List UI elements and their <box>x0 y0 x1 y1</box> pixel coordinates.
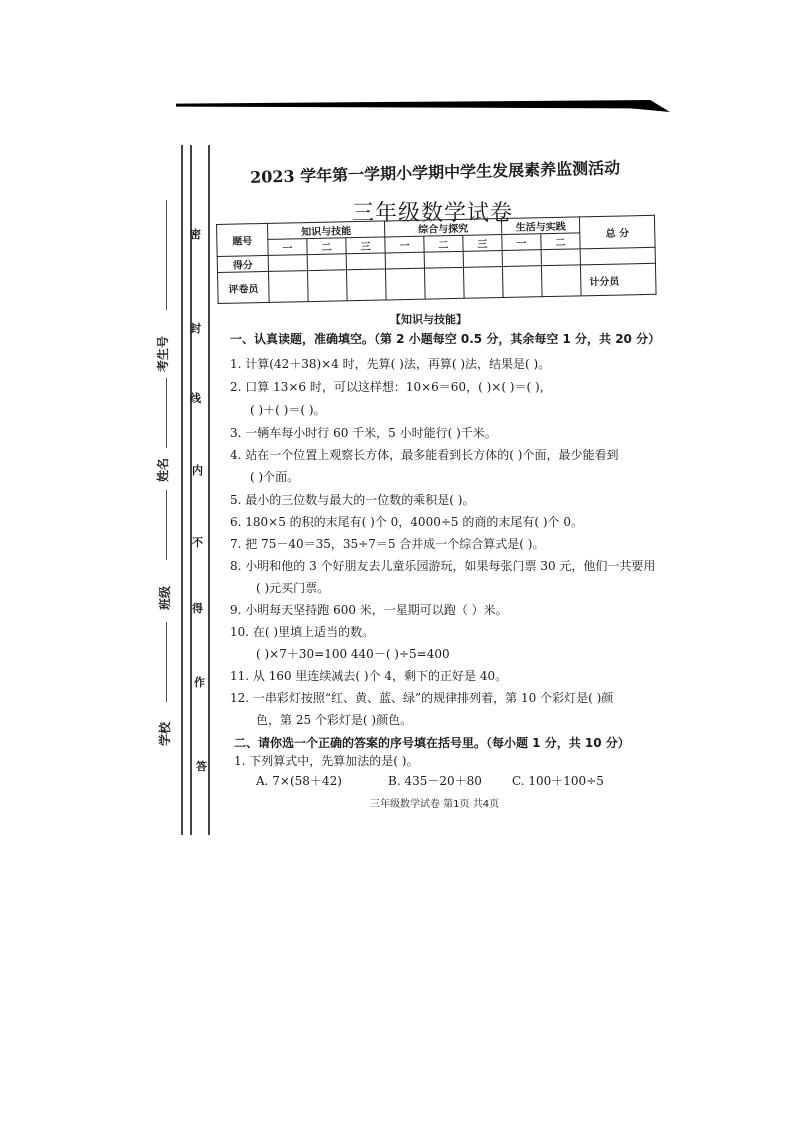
page-footer: 三年级数学试卷 第1页 共4页 <box>370 799 500 810</box>
table-group-header: 知识与技能 <box>267 221 384 239</box>
table-row-label: 题号 <box>217 223 269 256</box>
score-table <box>216 215 657 304</box>
table-col-header: 二 <box>541 233 580 250</box>
table-group-header: 综合与探究 <box>384 219 501 237</box>
grader-cell[interactable] <box>502 266 542 298</box>
question-line: 10. 在( )里填上适当的数。 <box>230 625 375 639</box>
question-line: 1. 下列算式中，先算加法的是( )。 <box>234 754 419 768</box>
score-cell[interactable] <box>307 254 346 271</box>
margin-char: 答 <box>196 760 207 773</box>
table-col-header: 二 <box>307 238 346 255</box>
grader-cell[interactable] <box>541 265 581 297</box>
grader-cell[interactable] <box>269 271 309 303</box>
score-cell[interactable] <box>502 250 541 267</box>
table-col-header: 一 <box>502 234 541 251</box>
question-line: ( )×7＋30=100 440－( )÷5=400 <box>256 647 450 661</box>
total-score-cell[interactable] <box>580 247 655 265</box>
table-col-header: 二 <box>424 235 463 252</box>
question-line: 色，第 25 个彩灯是( )颜色。 <box>256 713 413 727</box>
question-line: 8. 小明和他的 3 个好朋友去儿童乐园游玩，如果每张门票 30 元，他们一共要用 <box>230 559 656 573</box>
scan-top-shadow <box>176 100 670 112</box>
margin-char: 得 <box>192 602 203 615</box>
question-line: 4. 站在一个位置上观察长方体，最多能看到长方体的( )个面，最少能看到 <box>230 448 619 462</box>
question-line: 1. 计算(42＋38)×4 时，先算( )法，再算( )法，结果是( )。 <box>230 357 551 371</box>
question-line: 12. 一串彩灯按照“红、黄、蓝、绿”的规律排列着，第 10 个彩灯是( )颜 <box>230 691 614 705</box>
question-line: ( )个面。 <box>250 470 300 484</box>
score-cell[interactable] <box>541 249 580 266</box>
table-col-header: 一 <box>268 239 307 256</box>
grader-cell[interactable] <box>307 270 347 302</box>
exam-number-write-line[interactable] <box>166 200 167 310</box>
school-write-line[interactable] <box>166 622 167 702</box>
table-row-label: 评卷员 <box>218 271 270 303</box>
binding-line-mid <box>190 145 192 835</box>
school-label: 学校 <box>158 721 172 746</box>
table-row-label: 得分 <box>217 255 268 272</box>
binding-line-inner <box>208 145 210 835</box>
grader-cell[interactable] <box>346 269 386 301</box>
part2-heading: 二、请你选一个正确的答案的序号填在括号里。（每小题 1 分，共 10 分） <box>234 736 630 750</box>
question-line: ( )元买门票。 <box>256 581 330 595</box>
table-col-header: 三 <box>463 235 502 252</box>
question-line: 6. 180×5 的积的末尾有( )个 0，4000÷5 的商的末尾有( )个 0。 <box>230 515 583 529</box>
grader-cell[interactable] <box>385 268 425 300</box>
exam-subtitle: 三年级数学试卷 <box>352 201 514 226</box>
exam-number-label: 考生号 <box>156 335 170 372</box>
question-line: ( )＋( )＝( )。 <box>250 403 326 417</box>
margin-char: 封 <box>190 322 201 335</box>
score-cell[interactable] <box>424 251 463 268</box>
score-cell[interactable] <box>463 251 502 268</box>
option-c: C. 100＋100÷5 <box>512 774 604 788</box>
margin-char: 内 <box>192 464 203 477</box>
exam-title: 2023 学年第一学期小学期中学生发展素养监测活动 <box>249 158 621 187</box>
question-line: 9. 小明每天坚持跑 600 米，一星期可以跑（ ）米。 <box>230 603 508 617</box>
grader-cell[interactable] <box>424 267 464 299</box>
margin-char: 线 <box>190 392 201 405</box>
table-col-header: 三 <box>346 237 385 254</box>
question-line: 11. 从 160 里连续减去( )个 4，剩下的正好是 40。 <box>230 669 508 683</box>
class-label: 班级 <box>158 585 172 610</box>
total-score-header: 总 分 <box>579 215 655 249</box>
question-line: 2. 口算 13×6 时，可以这样想：10×6＝60，( )×( )＝( )， <box>230 380 552 394</box>
binding-line-outer <box>181 145 183 835</box>
section-label: 【知识与技能】 <box>390 313 467 326</box>
name-write-line[interactable] <box>166 378 167 448</box>
margin-char: 不 <box>192 536 203 549</box>
question-line: 5. 最小的三位数与最大的一位数的乘积是( )。 <box>230 493 475 507</box>
score-cell[interactable] <box>385 252 424 269</box>
question-line: 3. 一辆车每小时行 60 千米，5 小时能行( )千米。 <box>230 426 497 440</box>
score-cell[interactable] <box>346 253 385 270</box>
margin-char: 作 <box>194 676 205 689</box>
class-write-line[interactable] <box>166 490 167 560</box>
grader-cell[interactable] <box>463 267 503 299</box>
question-line: 7. 把 75－40＝35，35÷7＝5 合并成一个综合算式是( )。 <box>230 537 545 551</box>
tally-cell[interactable]: 计分员 <box>580 263 656 296</box>
table-group-header: 生活与实践 <box>501 217 579 235</box>
option-b: B. 435－20＋80 <box>388 774 482 788</box>
option-a: A. 7×(58＋42) <box>256 774 342 788</box>
table-col-header: 一 <box>385 236 424 253</box>
margin-char: 密 <box>190 228 201 241</box>
score-cell[interactable] <box>268 255 307 272</box>
name-label: 姓名 <box>156 457 170 482</box>
part1-heading: 一、认真读题，准确填空。（第 2 小题每空 0.5 分，其余每空 1 分，共 20 分） <box>230 332 661 346</box>
